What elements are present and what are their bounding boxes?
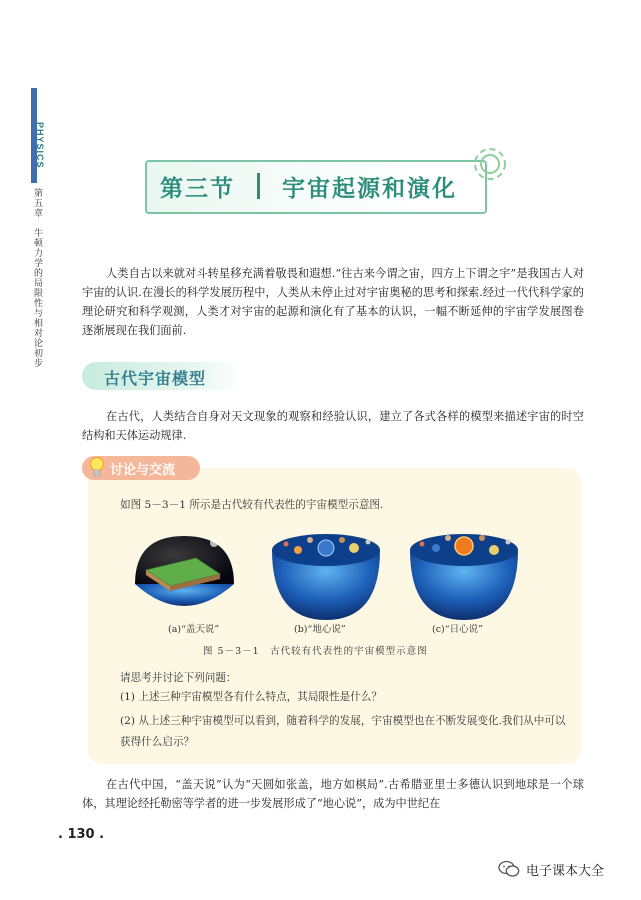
discussion-intro: 如图 5－3－1 所示是古代较有代表性的宇宙模型示意图.	[120, 499, 384, 511]
section-number: 第三节	[160, 176, 235, 202]
section-header-divider	[257, 173, 260, 199]
canopy-model-image	[135, 536, 234, 606]
question-1: (1) 上述三种宇宙模型各有什么特点，其局限性是什么？	[120, 691, 383, 703]
question-intro: 请思考并讨论下列问题：	[120, 672, 237, 684]
china-paragraph: 在古代中国，“盖天说”认为“天圆如张盖，地方如棋局”.古希腊亚里士多德认识到地球是一个球体，其理论经托勒密等学者的进一步发展形成了“地心说”，成为中世纪在	[82, 778, 584, 810]
heliocentric-model-image	[410, 534, 518, 620]
caption-geocentric: (b)“地心说”	[294, 624, 346, 635]
gear-icon	[466, 140, 514, 188]
caption-heliocentric: (c)“日心说”	[432, 624, 483, 635]
side-chapter-label: 第五章 牛顿力学的局限性与相对论初步	[32, 188, 42, 368]
geocentric-model-image	[272, 534, 380, 620]
section-title: 宇宙起源和演化	[282, 176, 457, 202]
discussion-label: 讨论与交流	[110, 463, 176, 478]
side-subject-label: PHYSICS	[35, 122, 45, 169]
figure-caption: 图 5－3－1 古代较有代表性的宇宙模型示意图	[203, 646, 428, 657]
universe-models-figure	[130, 528, 520, 620]
light-bulb-icon	[88, 455, 106, 481]
ancient-paragraph: 在古代，人类结合自身对天文现象的观察和经验认识，建立了各式各样的模型来描述宇宙的时空结构和天体运动规律.	[82, 410, 584, 442]
intro-paragraph: 人类自古以来就对斗转星移充满着敬畏和遐想.“往古来今谓之宙，四方上下谓之宇”是我国古人对宇宙的认识.在漫长的科学发展历程中，人类从未停止过对宇宙奥秘的思考和探索.经过一代代科学家的理论研究和科学观测，人类才对宇宙的起源和演化有了基本的认识，一幅不断延伸的宇宙学发展图卷逐渐展现在我们面前.	[82, 267, 584, 337]
page-number: . 130 .	[58, 827, 105, 842]
footer-brand: 电子课本大全	[526, 864, 605, 879]
caption-canopy: (a)“盖天说”	[168, 624, 220, 635]
wechat-icon	[498, 860, 520, 878]
subsection-title: 古代宇宙模型	[104, 369, 207, 388]
question-2: (2) 从上述三种宇宙模型可以看到，随着科学的发展，宇宙模型也在不断发展变化.我们从中可以获得什么启示？	[120, 715, 566, 748]
